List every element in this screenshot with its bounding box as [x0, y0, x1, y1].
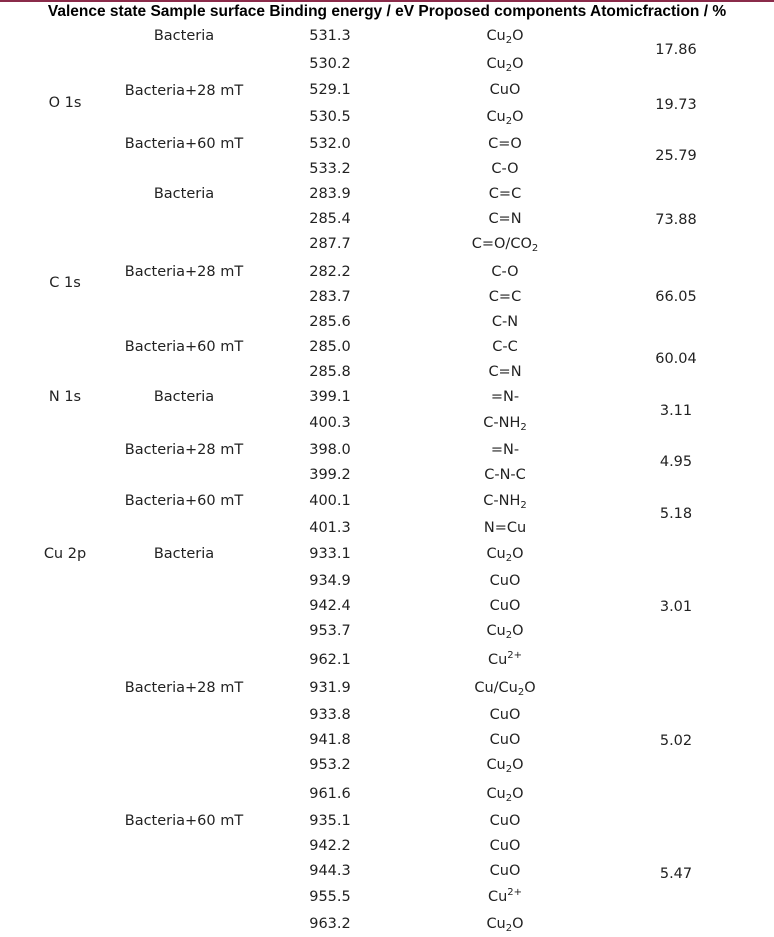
proposed-component-cell: $Cu_2O$	[486, 916, 524, 934]
proposed-component-cell: $Cu_2O$	[486, 786, 524, 804]
proposed-component-cell: CuO	[489, 573, 521, 589]
header-atomic-fraction: Atomicfraction / %	[590, 3, 727, 20]
binding-energy-cell: 287.7	[309, 236, 351, 252]
proposed-component-cell: $C-NH_2$	[483, 415, 527, 433]
proposed-component-cell: $Cu^{2+}$	[487, 650, 523, 668]
proposed-component-cell: C-O	[491, 161, 519, 177]
proposed-component-cell: CuO	[489, 598, 521, 614]
binding-energy-cell: 399.2	[309, 467, 351, 483]
sample-surface-cell: Bacteria	[153, 389, 215, 405]
proposed-component-cell: C-O	[491, 264, 519, 280]
valence-state-cell: N 1s	[48, 389, 82, 405]
header-valence-state: Valence state	[47, 3, 147, 20]
atomic-fraction-cell: 66.05	[655, 289, 697, 305]
binding-energy-cell: 935.1	[309, 813, 351, 829]
sample-surface-cell: Bacteria+60 mT	[124, 339, 244, 355]
proposed-component-cell: C-N-C	[484, 467, 526, 483]
binding-energy-cell: 934.9	[309, 573, 351, 589]
proposed-component-cell: $Cu_2O$	[486, 546, 524, 564]
binding-energy-cell: 283.7	[309, 289, 351, 305]
atomic-fraction-cell: 73.88	[655, 212, 697, 228]
proposed-component-cell: $C-NH_2$	[483, 493, 527, 511]
proposed-component-cell: CuO	[489, 732, 521, 748]
binding-energy-cell: 401.3	[309, 520, 351, 536]
sample-surface-cell: Bacteria+28 mT	[124, 442, 244, 458]
atomic-fraction-cell: 25.79	[655, 148, 697, 164]
binding-energy-cell: 955.5	[309, 889, 351, 905]
binding-energy-cell: 963.2	[309, 916, 351, 932]
binding-energy-cell: 933.1	[309, 546, 351, 562]
binding-energy-cell: 953.7	[309, 623, 351, 639]
subscript: 2	[531, 243, 539, 254]
header-sample-surface: Sample surface	[150, 3, 266, 20]
binding-energy-cell: 931.9	[309, 680, 351, 696]
header-binding-energy: Binding energy / eV	[269, 3, 415, 20]
subscript: 2	[505, 35, 513, 46]
proposed-component-cell: $Cu_2O$	[486, 757, 524, 775]
proposed-component-cell: C=N	[488, 364, 522, 380]
binding-energy-cell: 285.0	[309, 339, 351, 355]
subscript: 2	[505, 923, 513, 934]
subscript: 2	[520, 500, 527, 511]
binding-energy-cell: 400.1	[309, 493, 351, 509]
sample-surface-cell: Bacteria+60 mT	[124, 493, 244, 509]
subscript: 2	[505, 764, 513, 775]
binding-energy-cell: 530.5	[309, 109, 351, 125]
binding-energy-cell: 398.0	[309, 442, 351, 458]
binding-energy-cell: 282.2	[309, 264, 351, 280]
proposed-component-cell: CuO	[489, 863, 521, 879]
binding-energy-cell: 953.2	[309, 757, 351, 773]
subscript: 2	[505, 630, 513, 641]
atomic-fraction-cell: 3.11	[659, 403, 693, 419]
proposed-component-cell: C=C	[488, 186, 522, 202]
subscript: 2	[505, 116, 513, 127]
sample-surface-cell: Bacteria+28 mT	[124, 83, 244, 99]
binding-energy-cell: 942.2	[309, 838, 351, 854]
binding-energy-cell: 961.6	[309, 786, 351, 802]
atomic-fraction-cell: 5.02	[659, 733, 693, 749]
proposed-component-cell: $Cu_2O$	[486, 28, 524, 46]
superscript: 2+	[507, 887, 523, 898]
header-proposed-components: Proposed components	[418, 3, 587, 20]
binding-energy-cell: 285.4	[309, 211, 351, 227]
subscript: 2	[505, 553, 513, 564]
subscript: 2	[505, 63, 513, 74]
proposed-component-cell: C-C	[492, 339, 518, 355]
superscript: 2+	[507, 650, 523, 661]
binding-energy-cell: 533.2	[309, 161, 351, 177]
proposed-component-cell: N=Cu	[483, 520, 527, 536]
binding-energy-cell: 529.1	[309, 82, 351, 98]
proposed-component-cell: =N-	[490, 442, 520, 458]
proposed-component-cell: $Cu^{2+}$	[487, 887, 523, 905]
valence-state-cell: C 1s	[49, 275, 81, 291]
binding-energy-cell: 941.8	[309, 732, 351, 748]
binding-energy-cell: 285.8	[309, 364, 351, 380]
binding-energy-cell: 400.3	[309, 415, 351, 431]
sample-surface-cell: Bacteria	[153, 28, 215, 44]
binding-energy-cell: 531.3	[309, 28, 351, 44]
proposed-component-cell: CuO	[489, 82, 521, 98]
proposed-component-cell: C-N	[491, 314, 519, 330]
atomic-fraction-cell: 60.04	[655, 351, 697, 367]
proposed-component-cell: C=N	[488, 211, 522, 227]
proposed-component-cell: $Cu_2O$	[486, 623, 524, 641]
proposed-component-cell: C=O	[488, 136, 522, 152]
binding-energy-cell: 283.9	[309, 186, 351, 202]
binding-energy-cell: 944.3	[309, 863, 351, 879]
binding-energy-cell: 532.0	[309, 136, 351, 152]
proposed-component-cell: CuO	[489, 707, 521, 723]
binding-energy-cell: 285.6	[309, 314, 351, 330]
proposed-component-cell: C=C	[488, 289, 522, 305]
binding-energy-cell: 962.1	[309, 652, 351, 668]
binding-energy-cell: 530.2	[309, 56, 351, 72]
atomic-fraction-cell: 4.95	[659, 454, 693, 470]
proposed-component-cell: =N-	[490, 389, 520, 405]
valence-state-cell: Cu 2p	[43, 546, 87, 562]
proposed-component-cell: $C=O/CO_2$	[471, 236, 539, 254]
binding-energy-cell: 942.4	[309, 598, 351, 614]
proposed-component-cell: $Cu_2O$	[486, 109, 524, 127]
sample-surface-cell: Bacteria	[153, 546, 215, 562]
sample-surface-cell: Bacteria+28 mT	[124, 680, 244, 696]
atomic-fraction-cell: 19.73	[655, 97, 697, 113]
sample-surface-cell: Bacteria	[153, 186, 215, 202]
proposed-component-cell: CuO	[489, 813, 521, 829]
valence-state-cell: O 1s	[48, 95, 82, 111]
binding-energy-cell: 933.8	[309, 707, 351, 723]
atomic-fraction-cell: 5.47	[659, 866, 693, 882]
subscript: 2	[520, 422, 527, 433]
atomic-fraction-cell: 3.01	[659, 599, 693, 615]
sample-surface-cell: Bacteria+28 mT	[124, 264, 244, 280]
sample-surface-cell: Bacteria+60 mT	[124, 813, 244, 829]
proposed-component-cell: CuO	[489, 838, 521, 854]
sample-surface-cell: Bacteria+60 mT	[124, 136, 244, 152]
atomic-fraction-cell: 5.18	[659, 506, 693, 522]
binding-energy-cell: 399.1	[309, 389, 351, 405]
subscript: 2	[517, 687, 525, 698]
proposed-component-cell: $Cu_2O$	[486, 56, 524, 74]
atomic-fraction-cell: 17.86	[655, 42, 697, 58]
subscript: 2	[505, 793, 513, 804]
proposed-component-cell: $Cu/Cu_2O$	[474, 680, 536, 698]
